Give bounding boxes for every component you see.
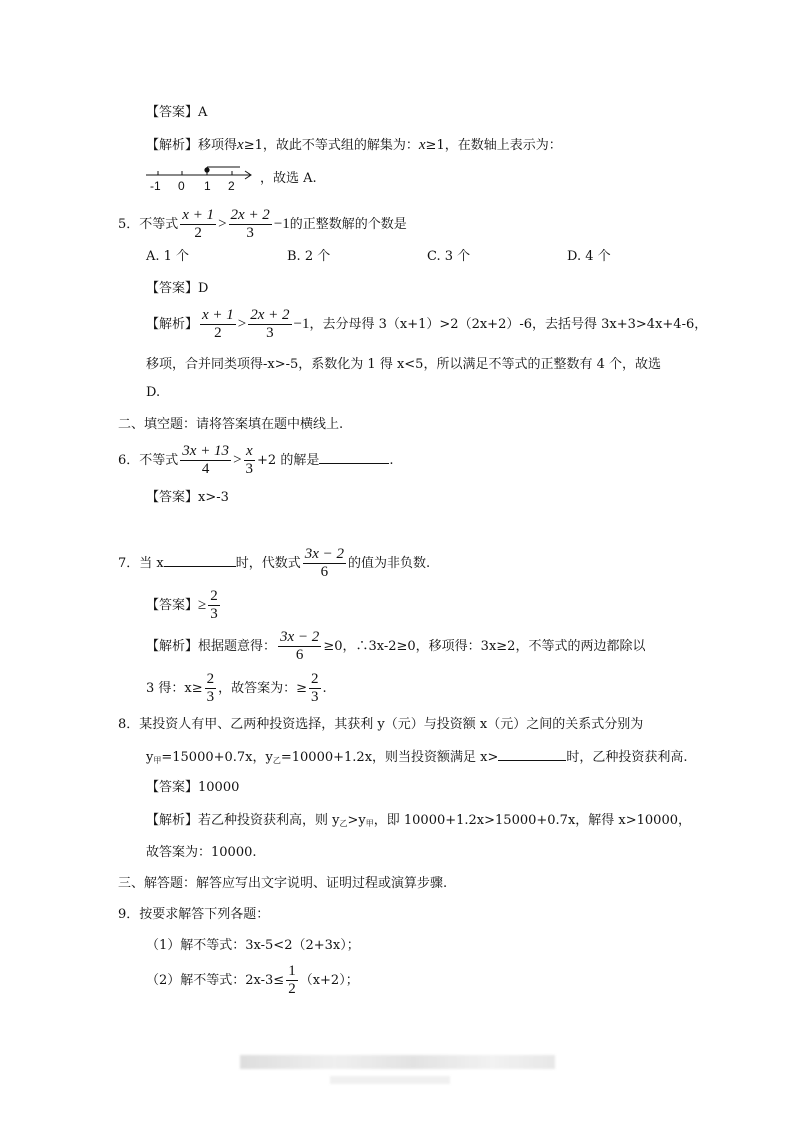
- section-2-heading: 二、填空题：请将答案填在题中横线上.: [118, 417, 344, 432]
- q8-explanation: 【解析】若乙种投资获利高，则 $y_乙>y_甲$，即 10000+1.2x>15000+0.7x，解得 x>10000，: [146, 813, 691, 828]
- fraction: $\frac{x + 1}{2}$: [202, 307, 234, 341]
- blurred-footer: [240, 1055, 555, 1069]
- explanation-label: 【解析】: [146, 138, 199, 153]
- answer-blank: [164, 552, 236, 567]
- q6-answer: 【答案】x>-3: [146, 490, 229, 505]
- answer-blank: [319, 449, 389, 464]
- q5-explanation: 【解析】 $\frac{x + 1}{2}$ > $\frac{2x + 2}{3}$ −1，去分母得 3（x+1）>2（2x+2）-6，去括号得 3x+3>4x+4-6，: [146, 307, 708, 341]
- q8-answer: 【答案】10000: [146, 780, 240, 795]
- axis-label-0: 0: [178, 179, 185, 193]
- axis-label-neg1: -1: [150, 179, 161, 193]
- answer-blank: [498, 746, 566, 761]
- q5-option-a: A. 1 个: [146, 249, 190, 264]
- answer-label: 【答案】: [146, 105, 199, 120]
- q9-part1: （1）解不等式：3x-5<2（2+3x）；: [146, 938, 360, 953]
- fraction: $\frac{1}{2}$: [288, 963, 296, 997]
- q4-explanation: 【解析】移项得x≥1，故此不等式组的解集为：x≥1，在数轴上表示为：: [146, 137, 562, 153]
- q7-explanation-line2: 3 得：x≥ $\frac{2}{3}$ ，故答案为：≥ $\frac{2}{3}$ .: [146, 671, 327, 705]
- fraction: $\frac{x + 1}{2}$: [182, 207, 215, 241]
- fraction: $\frac{2x + 2}{3}$: [230, 207, 270, 241]
- answer-value: A: [198, 105, 208, 120]
- section-3-heading: 三、解答题：解答应写出文字说明、证明过程或演算步骤.: [118, 876, 448, 891]
- fraction: $\frac{3x - 2}{6}$: [280, 629, 320, 663]
- fraction: $\frac{2x + 2}{3}$: [250, 307, 290, 341]
- q8-explanation-line2: 故答案为：10000.: [146, 845, 257, 860]
- q7-explanation: 【解析】根据题意得： $\frac{3x - 2}{6}$ ≥0，∴3x-2≥0，移项得：3x≥2，不等式的两边都除以: [146, 629, 646, 663]
- q7-stem: 7．当 x 时，代数式 $\frac{3x - 2}{6}$ 的值为非负数.: [118, 546, 431, 580]
- fraction: $\frac{2}{3}$: [206, 671, 215, 705]
- axis-tail: ，故选 A.: [260, 171, 317, 186]
- q5-explanation-line3: D.: [146, 385, 161, 400]
- axis-label-1: 1: [204, 179, 211, 193]
- q8-stem: 8．某投资人有甲、乙两种投资选择，其获利 y（元）与投资额 x（元）之间的关系式分别为: [118, 717, 644, 732]
- fraction: $\frac{3x + 13}{4}$: [182, 443, 230, 477]
- fraction: $\frac{2}{3}$: [210, 588, 218, 622]
- q5-explanation-line2: 移项，合并同类项得-x>-5，系数化为 1 得 x<5，所以满足不等式的正整数有 4 个，故选: [146, 357, 661, 372]
- q5-option-c: C. 3 个: [427, 249, 471, 264]
- q6-stem: 6．不等式 $\frac{3x + 13}{4}$ > $\frac{x}{3}$ +2 的解是 .: [118, 443, 394, 477]
- q9-title: 9．按要求解答下列各题：: [118, 907, 270, 922]
- blurred-footer-sub: [330, 1076, 450, 1084]
- solid-dot: [204, 167, 209, 172]
- q5-option-b: B. 2 个: [287, 249, 331, 264]
- fraction: $\frac{x}{3}$: [245, 443, 254, 477]
- q4-answer: [146, 103, 207, 123]
- q5-stem: 5．不等式 $\frac{x + 1}{2}$ > $\frac{2x + 2}{3}$ −1的正整数解的个数是: [118, 207, 407, 241]
- q5-option-d: D. 4 个: [567, 249, 611, 264]
- q5-answer: 【答案】D: [146, 281, 209, 296]
- q7-answer: 【答案】≥ $\frac{2}{3}$: [146, 588, 218, 622]
- fraction: $\frac{2}{3}$: [311, 671, 319, 705]
- axis-label-2: 2: [228, 179, 235, 193]
- q8-stem-line2: $y_甲=15000+0.7x$，$y_乙=10000+1.2x$，则当投资额满足 x> 时，乙种投资获利高.: [146, 746, 688, 771]
- q9-part2: （2）解不等式：2x-3≤ $\frac{1}{2}$ （x+2）；: [146, 963, 359, 997]
- fraction: $\frac{3x - 2}{6}$: [304, 546, 345, 580]
